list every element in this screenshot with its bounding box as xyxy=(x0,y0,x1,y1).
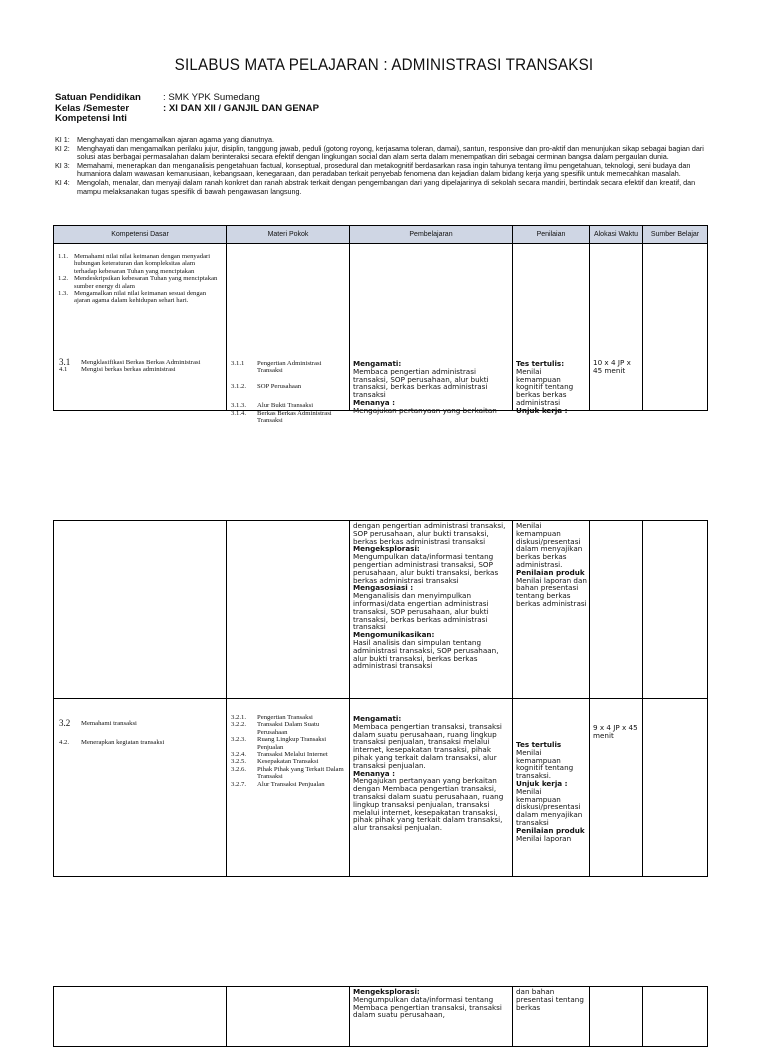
list-item: 3.2 Memahami transaksi xyxy=(59,718,137,728)
materi-cell xyxy=(227,521,350,699)
table-header-row xyxy=(54,226,708,244)
kd-cell xyxy=(54,987,227,1047)
ki-item xyxy=(55,179,715,196)
list-item: 3.1.2. SOP Perusahaan xyxy=(231,382,302,390)
list-item: 1.2. Mendeskripsikan kebesaran Tuhan yang menciptakan sumber energy di alam xyxy=(58,275,218,290)
pembelajaran-cell: Mengeksplorasi: Mengumpulkan data/informasi tentang Membaca pengertian transaksi, transaksi dalam suatu perusahaan, xyxy=(350,987,513,1047)
pembelajaran-cell: Mengamati: Membaca pengertian administrasi transaksi, SOP perusahaan, alur bukti transaksi, berkas berkas administrasi transaksi Menanya : Mengajukan pertanyaan yang berkaitan xyxy=(350,244,513,411)
ki-item xyxy=(55,145,715,162)
materi-cell xyxy=(227,244,350,425)
meta-value: : SMK YPK Sumedang xyxy=(163,92,260,103)
meta-label: Satuan Pendidikan xyxy=(55,92,141,103)
kd-cell xyxy=(54,244,227,411)
syllabus-table-page3 xyxy=(53,986,708,1047)
kd-cell xyxy=(54,521,227,699)
ki-item xyxy=(55,162,715,179)
ki-code: KI 1: xyxy=(55,135,70,144)
pembelajaran-cell: dengan pengertian administrasi transaksi, SOP perusahaan, alur bukti transaksi, berkas berkas administrasi transaksi Mengeksplorasi: Mengumpulkan data/informasi tentang pengertian administrasi transaksi, SOP perusahaan, alur bukti transaksi, berkas berkas administrasi transaksi Mengasosiasi : Menganalisis dan menyimpulkan informasi/data engertian administrasi transaksi, SOP perusahaan, alur bukti transaksi, berkas berkas administrasi transaksi Mengomunikasikan: Hasil analisis dan simpulan tentang administrasi transaksi, SOP perusahaan, alur bukti transaksi, berkas berkas administrasi transaksi xyxy=(350,521,513,699)
ki-text: Memahami, menerapkan dan menganalisis pengetahuan factual, konseptual, prosedural dan metakognitif berdasarkan rasa ingin tahunya tentang ilmu pengetahuan, teknologi, seni budaya dan humaniora dalam wawasan kemanusiaan, kebangsaan, kenegaraan, dan peradaban terkait penyebab fenomena dan kejadian dalam bidang kerja yang spesifik untuk memecahkan masalah. xyxy=(77,160,691,179)
header-penilaian: Penilaian xyxy=(513,226,590,244)
header-kompetensi-dasar: Kompetensi Dasar xyxy=(54,226,227,244)
sumber-cell xyxy=(643,699,708,877)
table-row xyxy=(54,244,708,411)
list-item: 3.2.7. Alur Transaksi Penjualan xyxy=(231,780,325,788)
list-item: 3.1.4. Berkas Berkas Administrasi Transaksi xyxy=(231,409,332,425)
meta-label: Kelas /Semester xyxy=(55,102,130,114)
penilaian-cell: Tes tertulis Menilai kemampuan kognitif tentang transaksi. Unjuk kerja : Menilai kemampuan diskusi/presentasi dalam menyajikan transaksi Penilaian produk Menilai laporan xyxy=(513,699,590,877)
table-row xyxy=(54,521,708,699)
list-item: 3.2.1. Pengertian Transaksi xyxy=(231,714,313,721)
list-item: 3.1 Mengklasifikasi Berkas Berkas Administrasi xyxy=(59,357,201,367)
meta-value: : XI DAN XII / GANJIL DAN GENAP xyxy=(163,102,320,114)
page-title: SILABUS MATA PELAJARAN : ADMINISTRASI TRANSAKSI xyxy=(174,56,594,74)
table-row xyxy=(54,699,708,877)
penilaian-cell: Tes tertulis: Menilai kemampuan kognitif tentang berkas berkas administrasi Unjuk kerja : xyxy=(513,244,590,411)
table-row xyxy=(54,987,708,1047)
list-item: 3.2.3. Ruang Lingkup Transaksi Penjualan xyxy=(231,736,327,751)
list-item: 3.2.5. Kesepakatan Transaksi xyxy=(231,758,319,766)
ki-code: KI 4: xyxy=(55,177,70,187)
header-pembelajaran: Pembelajaran xyxy=(350,226,513,244)
sumber-cell xyxy=(643,987,708,1047)
syllabus-table-page1 xyxy=(53,225,708,425)
materi-cell xyxy=(227,987,350,1047)
sumber-cell xyxy=(643,244,708,411)
list-item: 4.2. Menerapkan kegiatan transaksi xyxy=(59,739,165,747)
meta-label: Kompetensi Inti xyxy=(55,113,127,124)
list-item: 3.1.1 Pengertian Administrasi Transaksi xyxy=(231,360,322,375)
meta-block xyxy=(55,93,319,125)
penilaian-cell: dan bahan presentasi tentang berkas xyxy=(513,987,590,1047)
list-item: 1.1. Memahami nilai nilai keimanan dengan menyadari hubungan keteraturan dan kompleksitas alam terhadap kebesaran Tuhan yang menciptakan xyxy=(58,253,211,275)
alokasi-cell xyxy=(590,521,643,699)
header-sumber-belajar: Sumber Belajar xyxy=(643,226,708,244)
meta-row-satuan xyxy=(55,93,319,104)
list-item: 4.1 Mengisi berkas berkas administrasi xyxy=(59,366,176,374)
alokasi-cell: 10 x 4 JP x 45 menit xyxy=(590,244,643,411)
meta-row-ki xyxy=(55,114,319,125)
sumber-cell xyxy=(643,521,708,699)
materi-cell xyxy=(227,699,350,877)
header-alokasi-waktu: Alokasi Waktu xyxy=(590,226,643,244)
pembelajaran-cell: Mengamati: Membaca pengertian transaksi, transaksi dalam suatu perusahaan, ruang lingkup transaksi penjualan, transaksi melalui internet, kesepakatan transaksi, pihak pihak yang terkait dalam transaksi, alur transaksi penjualan. Menanya : Mengajukan pertanyaan yang berkaitan dengan Membaca pengertian transaksi, transaksi dalam suatu perusahaan, ruang lingkup transaksi penjualan, transaksi melalui internet, kesepakatan transaksi, pihak pihak yang terkait dalam transaksi, alur transaksi penjualan. xyxy=(350,699,513,877)
ki-text: Menghayati dan mengamalkan perilaku jujur, disiplin, tanggung jawab, peduli (gotong royong, kerjasama toleran, damai), santun, responsive dan pro-aktif dan menunjukan sikap sebagai bagian dari solusi atas berbagai permasalahan dalam berinteraksi secara efektif dengan lingkungan social dan alam serta dalam menempatkan diri sebagai cerminan bangsa dalam pergaulan dunia. xyxy=(77,143,704,162)
penilaian-cell: Menilai kemampuan diskusi/presentasi dalam menyajikan berkas berkas administrasi. Penilaian produk Menilai laporan dan bahan presentasi tentang berkas berkas administrasi xyxy=(513,521,590,699)
kompetensi-inti-list xyxy=(55,136,715,196)
list-item: 1.3. Mengamalkan nilai nilai keimanan sesuai dengan ajaran agama dalam kehidupan sehari hari. xyxy=(58,290,207,305)
alokasi-cell: 9 x 4 JP x 45 menit xyxy=(590,699,643,877)
kd-cell xyxy=(54,699,227,877)
ki-code: KI 3: xyxy=(55,160,70,170)
ki-text: Mengolah, menalar, dan menyaji dalam ranah konkret dan ranah abstrak terkait dengan pengembangan dari yang dipelajarinya di sekolah secara mandiri, bertindak secara efektif dan kreatif, dan mampu melaksanakan tugas spesifik di bawah pengawasan langsung. xyxy=(77,177,696,196)
ki-code: KI 2: xyxy=(55,143,70,153)
list-item: 3.1.3. Alur Bukti Transaksi xyxy=(231,402,314,410)
header-materi-pokok: Materi Pokok xyxy=(227,226,350,244)
syllabus-table-page2 xyxy=(53,520,708,877)
list-item: 3.2.6. Pihak Pihak yang Terkait Dalam Transaksi xyxy=(231,765,344,781)
ki-text: Menghayati dan mengamalkan ajaran agama yang dianutnya. xyxy=(77,135,274,144)
list-item: 3.2.4. Transaksi Melalui Internet xyxy=(231,751,328,759)
list-item: 3.2.2. Transaksi Dalam Suatu Perusahaan xyxy=(231,721,320,736)
alokasi-cell xyxy=(590,987,643,1047)
